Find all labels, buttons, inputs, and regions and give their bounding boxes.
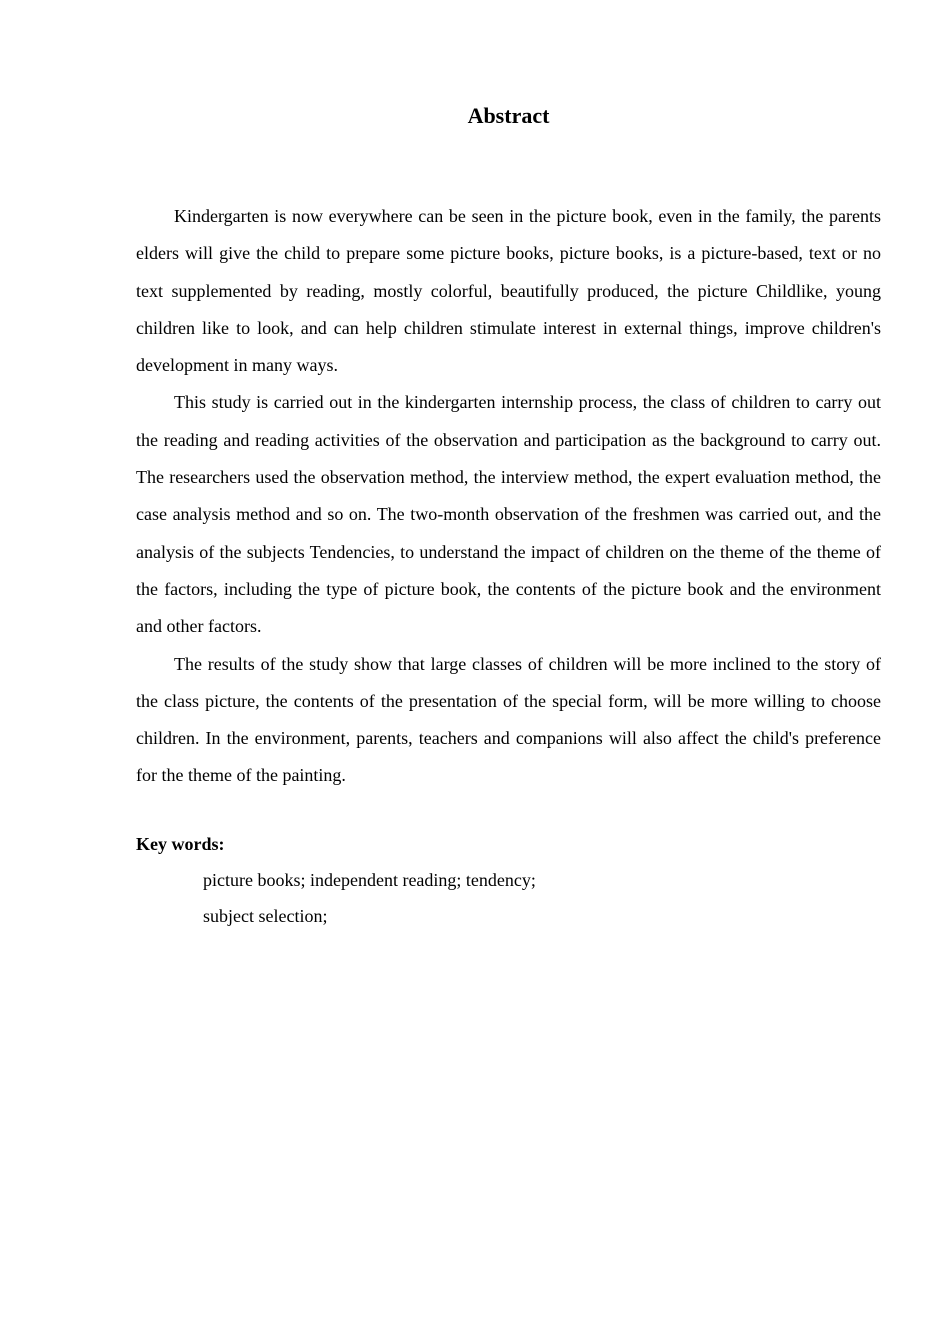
abstract-paragraph-3: The results of the study show that large classes of children will be more inclined to the story of the class picture, the contents of the presentation of the special form, will be more willing to choose children. In the environment, parents, teachers and companions will also affect the child's preference for the theme of the painting. [136,653,881,786]
abstract-title: Abstract [467,103,550,128]
abstract-paragraph-1: Kindergarten is now everywhere can be seen in the picture book, even in the family, the parents elders will give the child to prepare some picture books, picture books, is a picture-based, text or no text supplemented by reading, mostly colorful, beautifully produced, the picture Childlike, young children like to look, and can help children stimulate interest in external things, improve children's development in many ways. [136,206,881,376]
keywords-line-1: picture books; independent reading; tendency; [203,870,536,890]
abstract-body [136,198,881,795]
keywords-line-2: subject selection; [203,906,328,926]
keywords-section [136,826,881,934]
abstract-paragraph-2: This study is carried out in the kindergarten internship process, the class of children to carry out the reading and reading activities of the observation and participation as the background to carry out. The researchers used the observation method, the interview method, the expert evaluation method, the case analysis method and so on. The two-month observation of the freshmen was carried out, and the analysis of the subjects Tendencies, to understand the impact of children on the theme of the theme of the factors, including the type of picture book, the contents of the picture book and the environment and other factors. [136,392,881,637]
keywords-label: Key words: [136,834,225,854]
